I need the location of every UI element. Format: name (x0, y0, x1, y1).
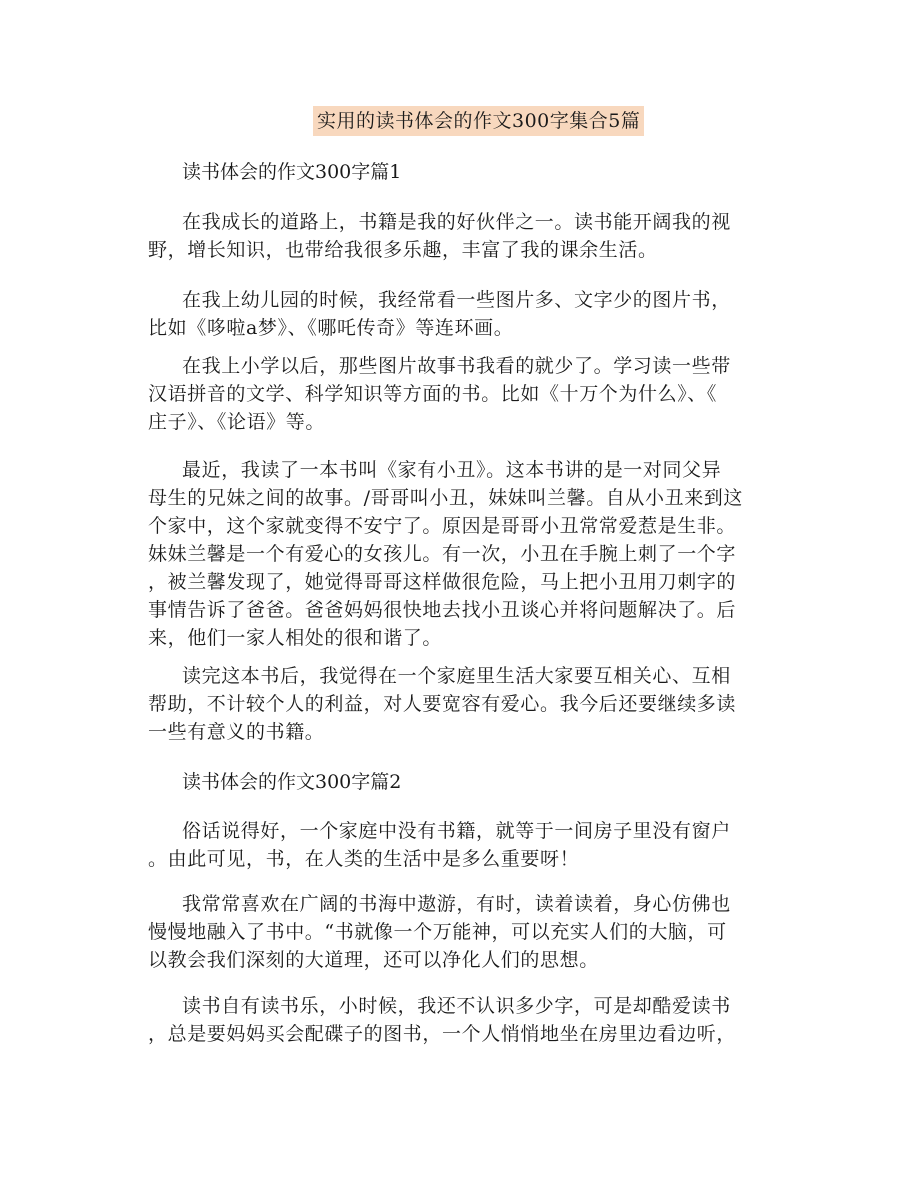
paragraph (148, 662, 772, 746)
paragraph-line: 最近，我读了一本书叫《家有小丑》。这本书讲的是一对同父异 (182, 459, 722, 481)
paragraph-line: 。由此可见，书，在人类的生活中是多么重要呀！ (148, 848, 580, 870)
paragraph-line: 以教会我们深刻的大道理，还可以净化人们的思想。 (148, 949, 599, 971)
paragraph-line: 个家中，这个家就变得不安宁了。原因是哥哥小丑常常爱惹是生非。 (148, 515, 737, 537)
paragraph-line: 事情告诉了爸爸。爸爸妈妈很快地去找小丑谈心并将问题解决了。后 (148, 599, 737, 621)
paragraph (148, 208, 772, 264)
paragraph (148, 352, 772, 436)
paragraph (148, 992, 772, 1048)
paragraph-line: 帮助，不计较个人的利益，对人要宽容有爱心。我今后还要继续多读 (148, 693, 737, 715)
paragraph-line: 读书自有读书乐，小时候，我还不认识多少字，可是却酷爱读书 (182, 995, 731, 1017)
paragraph-line: 野，增长知识，也带给我很多乐趣，丰富了我的课余生活。 (148, 239, 658, 261)
paragraph (148, 890, 772, 974)
paragraph-line: 母生的兄妹之间的故事。/哥哥叫小丑，妹妹叫兰馨。自从小丑来到这 (148, 487, 744, 509)
paragraph-line: 庄子》、《论语》等。 (148, 411, 326, 433)
paragraph-line: 在我上小学以后，那些图片故事书我看的就少了。学习读一些带 (182, 355, 731, 377)
paragraph-line: 汉语拼音的文学、科学知识等方面的书。比如《十万个为什么》、《 (148, 383, 718, 405)
paragraph-line: 妹妹兰馨是一个有爱心的女孩儿。有一次，小丑在手腕上刺了一个字 (148, 543, 737, 565)
paragraph (148, 286, 772, 342)
paragraph-line: 读完这本书后，我觉得在一个家庭里生活大家要互相关心、互相 (182, 665, 731, 687)
paragraph-line: 一些有意义的书籍。 (148, 721, 325, 743)
paragraph-line: ，总是要妈妈买会配碟子的图书，一个人悄悄地坐在房里边看边听， (148, 1023, 737, 1045)
paragraph-line: 来，他们一家人相处的很和谐了。 (148, 627, 443, 649)
paragraph-line: 在我上幼儿园的时候，我经常看一些图片多、文字少的图片书， (182, 289, 731, 311)
paragraph-line: 慢慢地融入了书中。“书就像一个万能神，可以充实人们的大脑，可 (148, 921, 727, 943)
paragraph-line: 我常常喜欢在广阔的书海中遨游，有时，读着读着，身心仿佛也 (182, 893, 731, 915)
section-heading-2: 读书体会的作文300字篇2 (182, 771, 402, 793)
paragraph-line: 在我成长的道路上，书籍是我的好伙伴之一。读书能开阔我的视 (182, 211, 731, 233)
paragraph (148, 456, 772, 652)
section-heading-1: 读书体会的作文300字篇1 (182, 161, 402, 183)
paragraph-line: ，被兰馨发现了，她觉得哥哥这样做很危险，马上把小丑用刀刺字的 (148, 571, 737, 593)
paragraph-line: 俗话说得好，一个家庭中没有书籍，就等于一间房子里没有窗户 (182, 820, 731, 842)
document-title: 实用的读书体会的作文300字集合5篇 (313, 106, 644, 136)
paragraph (148, 817, 772, 873)
paragraph-line: 比如《哆啦a梦》、《哪吒传奇》等连环画。 (148, 317, 514, 339)
